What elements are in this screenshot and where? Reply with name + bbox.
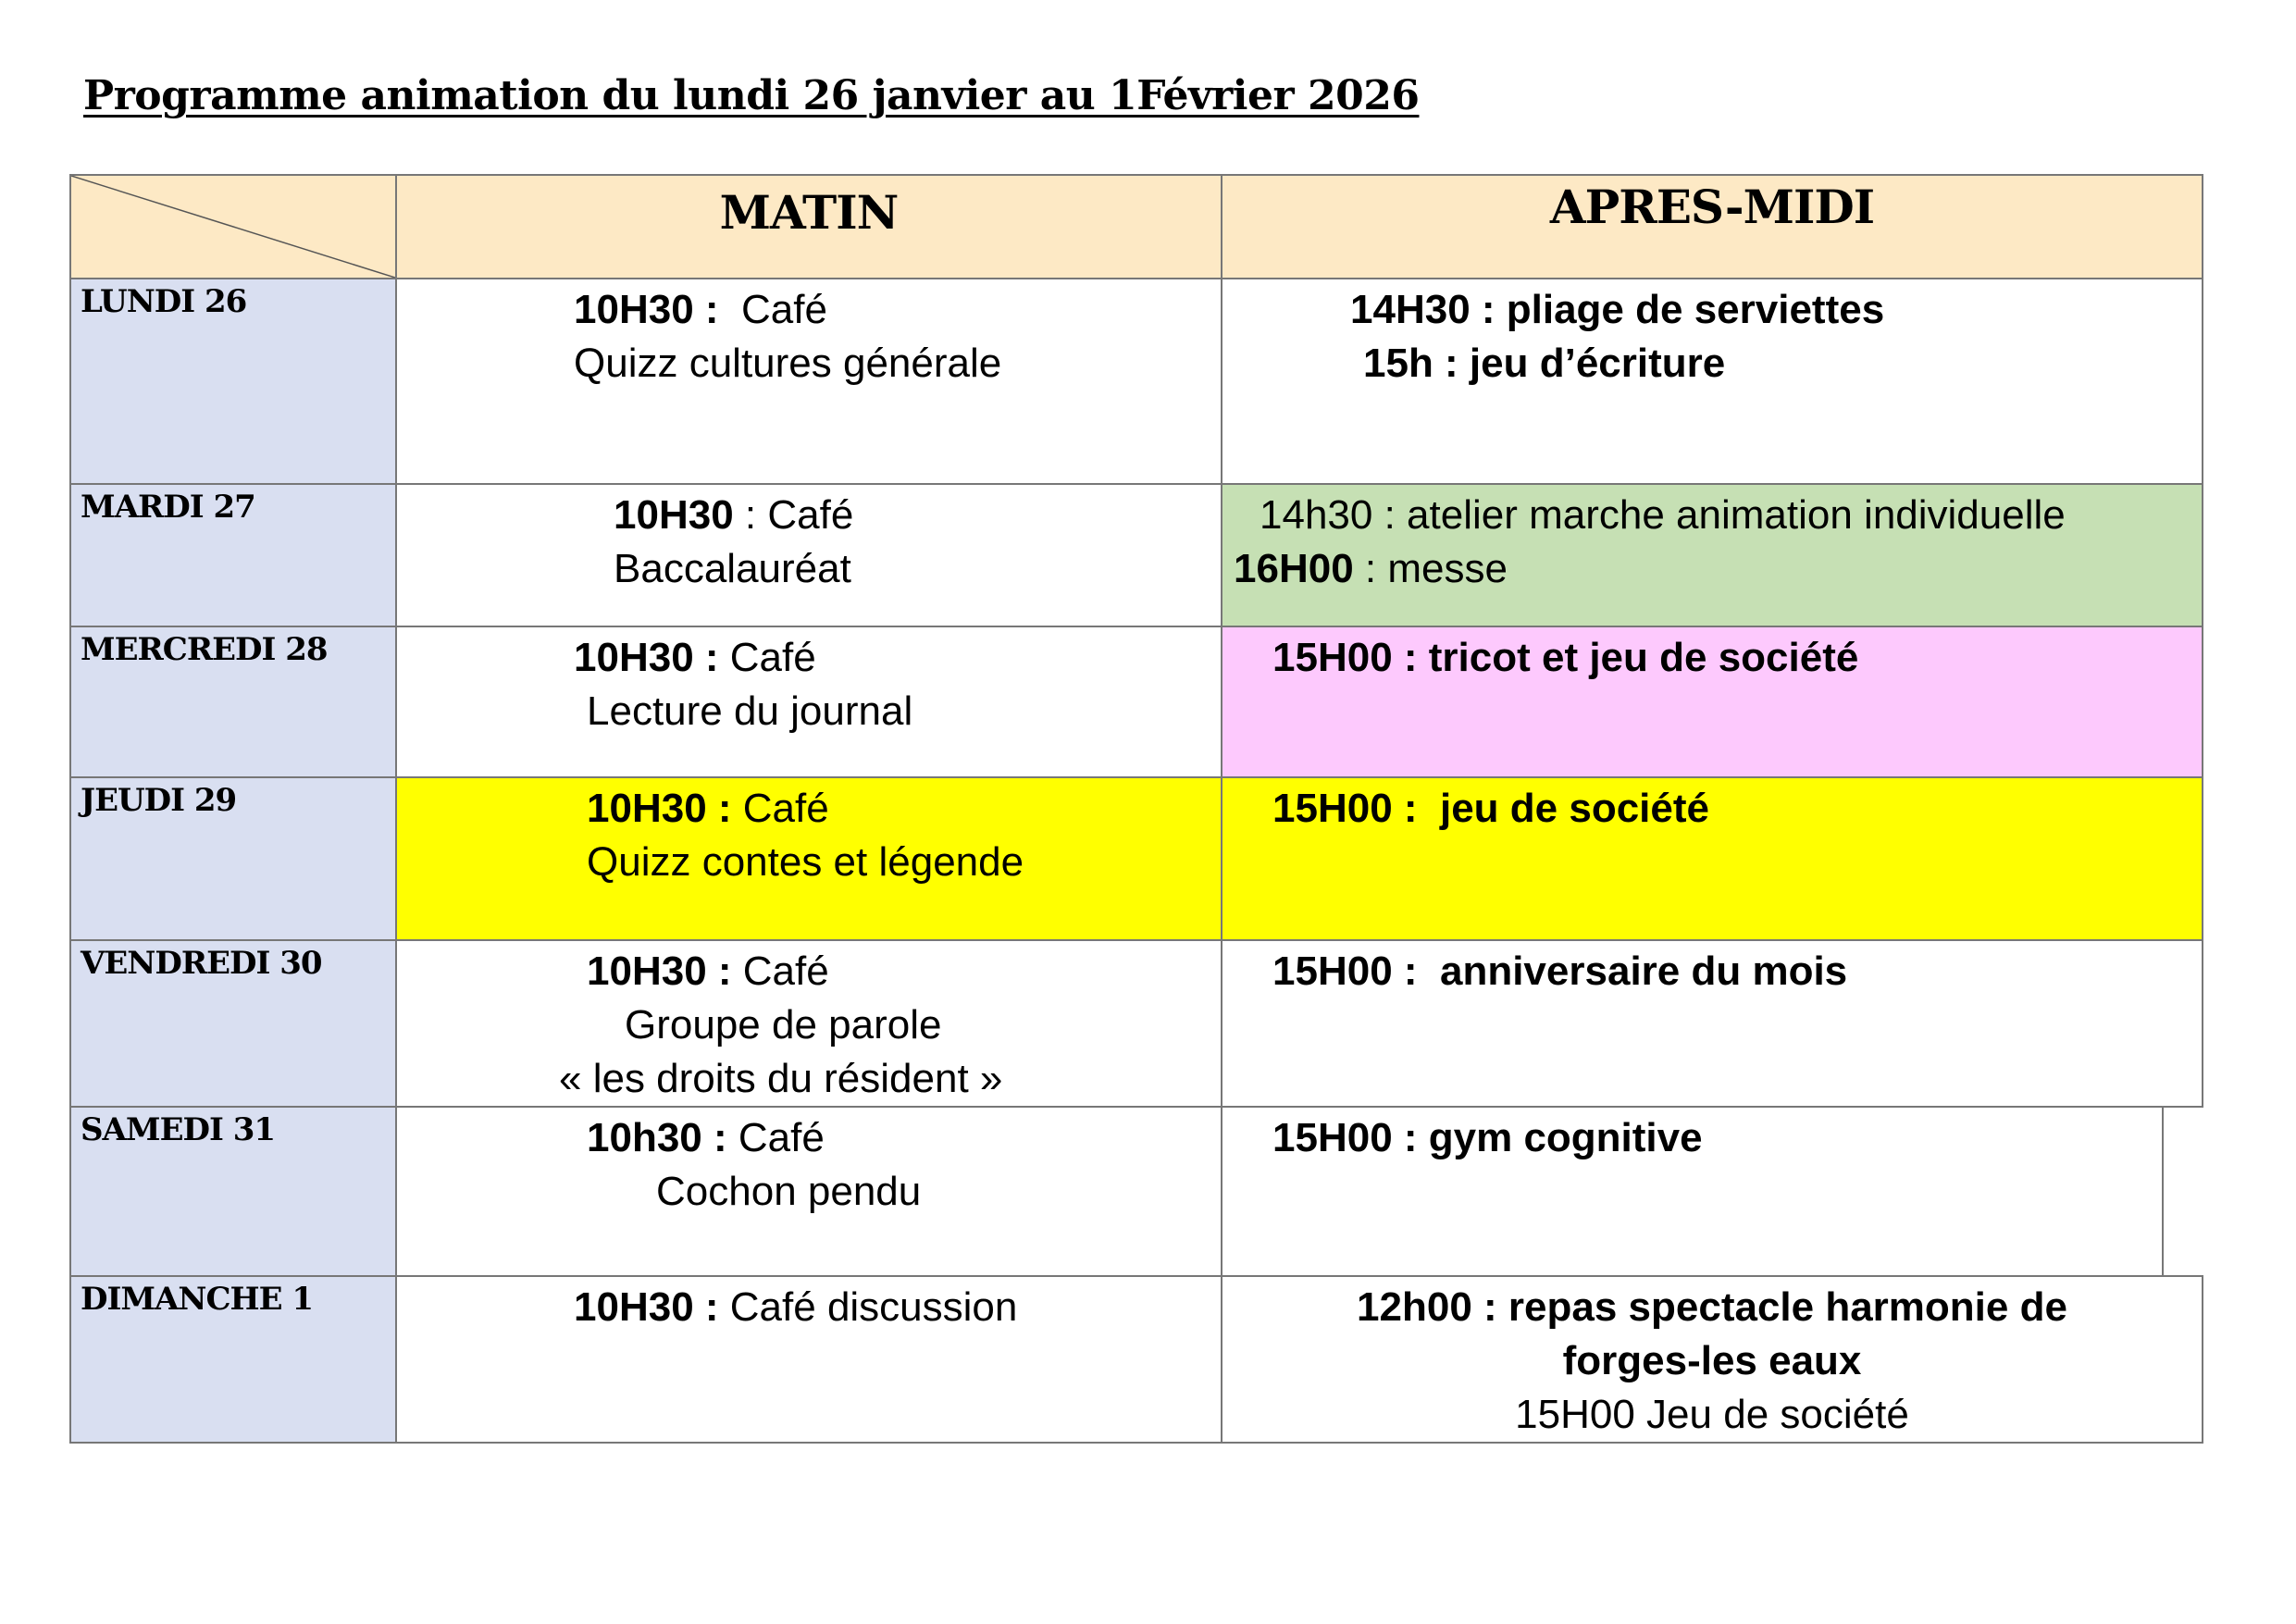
morning-cell — [396, 1107, 1222, 1276]
morning-activity: Café — [731, 786, 829, 831]
corner-cell — [70, 175, 396, 279]
morning-line-1 — [397, 279, 1221, 337]
afternoon-line-1: 14h30 : atelier marche animation individuelle — [1260, 492, 2066, 538]
morning-activity: Café — [718, 635, 816, 680]
schedule-table — [69, 174, 2203, 1444]
morning-time: 10H30 : — [587, 786, 732, 831]
morning-line-2: Cochon pendu — [656, 1169, 922, 1214]
afternoon-line-1: 12h00 : repas spectacle harmonie de — [1357, 1284, 2067, 1330]
morning-line-2: Quizz cultures générale — [574, 341, 1002, 386]
day-label: SAMEDI 31 — [70, 1107, 396, 1276]
header-afternoon-label: APRES-MIDI — [1549, 180, 1875, 234]
afternoon-line-1: 15H00 : anniversaire du mois — [1272, 948, 1848, 994]
day-label: LUNDI 26 — [70, 279, 396, 484]
morning-activity: Café — [726, 1115, 825, 1160]
afternoon-line-1: 15H00 : jeu de société — [1272, 786, 1709, 831]
afternoon-cell — [1222, 1276, 2203, 1443]
afternoon-line-1: 14H30 : pliage de serviettes — [1350, 287, 1885, 332]
row-vendredi — [70, 940, 2203, 1107]
morning-cell — [396, 777, 1222, 940]
day-label: JEUDI 29 — [70, 777, 396, 940]
morning-line-2: Groupe de parole — [625, 1002, 942, 1048]
morning-line-2: Lecture du journal — [587, 688, 913, 734]
morning-line-1 — [397, 778, 1221, 836]
afternoon-line-2: 15h : jeu d’écriture — [1363, 341, 1726, 386]
afternoon-line-3: 15H00 Jeu de société — [1515, 1392, 1909, 1437]
morning-activity: Café — [718, 287, 827, 332]
header-morning-label: MATIN — [719, 185, 899, 240]
morning-line-1 — [397, 1277, 1221, 1334]
row-mercredi — [70, 626, 2203, 777]
morning-line-1 — [397, 1108, 1221, 1165]
afternoon-line-2: forges-les eaux — [1562, 1338, 1862, 1383]
afternoon-cell — [1222, 279, 2203, 484]
row-lundi — [70, 279, 2203, 484]
page-title: Programme animation du lundi 26 janvier au 1Février 2026 — [83, 72, 1420, 119]
header-afternoon — [1222, 175, 2203, 279]
morning-time: 10H30 : — [574, 1284, 719, 1330]
morning-time: 10H30 : — [574, 635, 719, 680]
morning-line-3: « les droits du résident » — [559, 1056, 1003, 1101]
day-label: VENDREDI 30 — [70, 940, 396, 1107]
morning-line-2: Baccalauréat — [614, 546, 851, 591]
morning-line-1 — [397, 941, 1221, 998]
afternoon-line-2 — [1222, 542, 2202, 596]
morning-activity: Café — [731, 948, 829, 994]
day-label: MERCREDI 28 — [70, 626, 396, 777]
morning-line-2: Quizz contes et légende — [587, 839, 1024, 885]
afternoon-line-1: 15H00 : tricot et jeu de société — [1272, 635, 1859, 680]
morning-cell — [396, 484, 1222, 626]
day-label: DIMANCHE 1 — [70, 1276, 396, 1443]
afternoon-cell — [1222, 1107, 2203, 1276]
afternoon-cell — [1222, 940, 2203, 1107]
morning-cell — [396, 279, 1222, 484]
afternoon-cell — [1222, 626, 2203, 777]
morning-cell — [396, 626, 1222, 777]
row-mardi — [70, 484, 2203, 626]
afternoon-cell — [1222, 777, 2203, 940]
row-dimanche — [70, 1276, 2203, 1443]
morning-cell — [396, 940, 1222, 1107]
cell-border-line — [2162, 1108, 2164, 1275]
morning-line-1 — [397, 627, 1221, 685]
morning-time: 10H30 — [614, 492, 734, 538]
morning-activity: Café discussion — [718, 1284, 1018, 1330]
afternoon-cell — [1222, 484, 2203, 626]
header-row — [70, 175, 2203, 279]
row-samedi — [70, 1107, 2203, 1276]
afternoon-activity: : messe — [1353, 546, 1508, 591]
morning-time: 10H30 : — [587, 948, 732, 994]
diagonal-line — [71, 176, 395, 278]
header-morning — [396, 175, 1222, 279]
morning-time: 10h30 : — [587, 1115, 727, 1160]
afternoon-time: 16H00 — [1234, 546, 1354, 591]
day-label: MARDI 27 — [70, 484, 396, 626]
morning-line-1 — [397, 485, 1221, 542]
morning-activity: : Café — [733, 492, 854, 538]
morning-time: 10H30 : — [574, 287, 719, 332]
morning-cell — [396, 1276, 1222, 1443]
row-jeudi — [70, 777, 2203, 940]
afternoon-line-1: 15H00 : gym cognitive — [1272, 1115, 1703, 1160]
